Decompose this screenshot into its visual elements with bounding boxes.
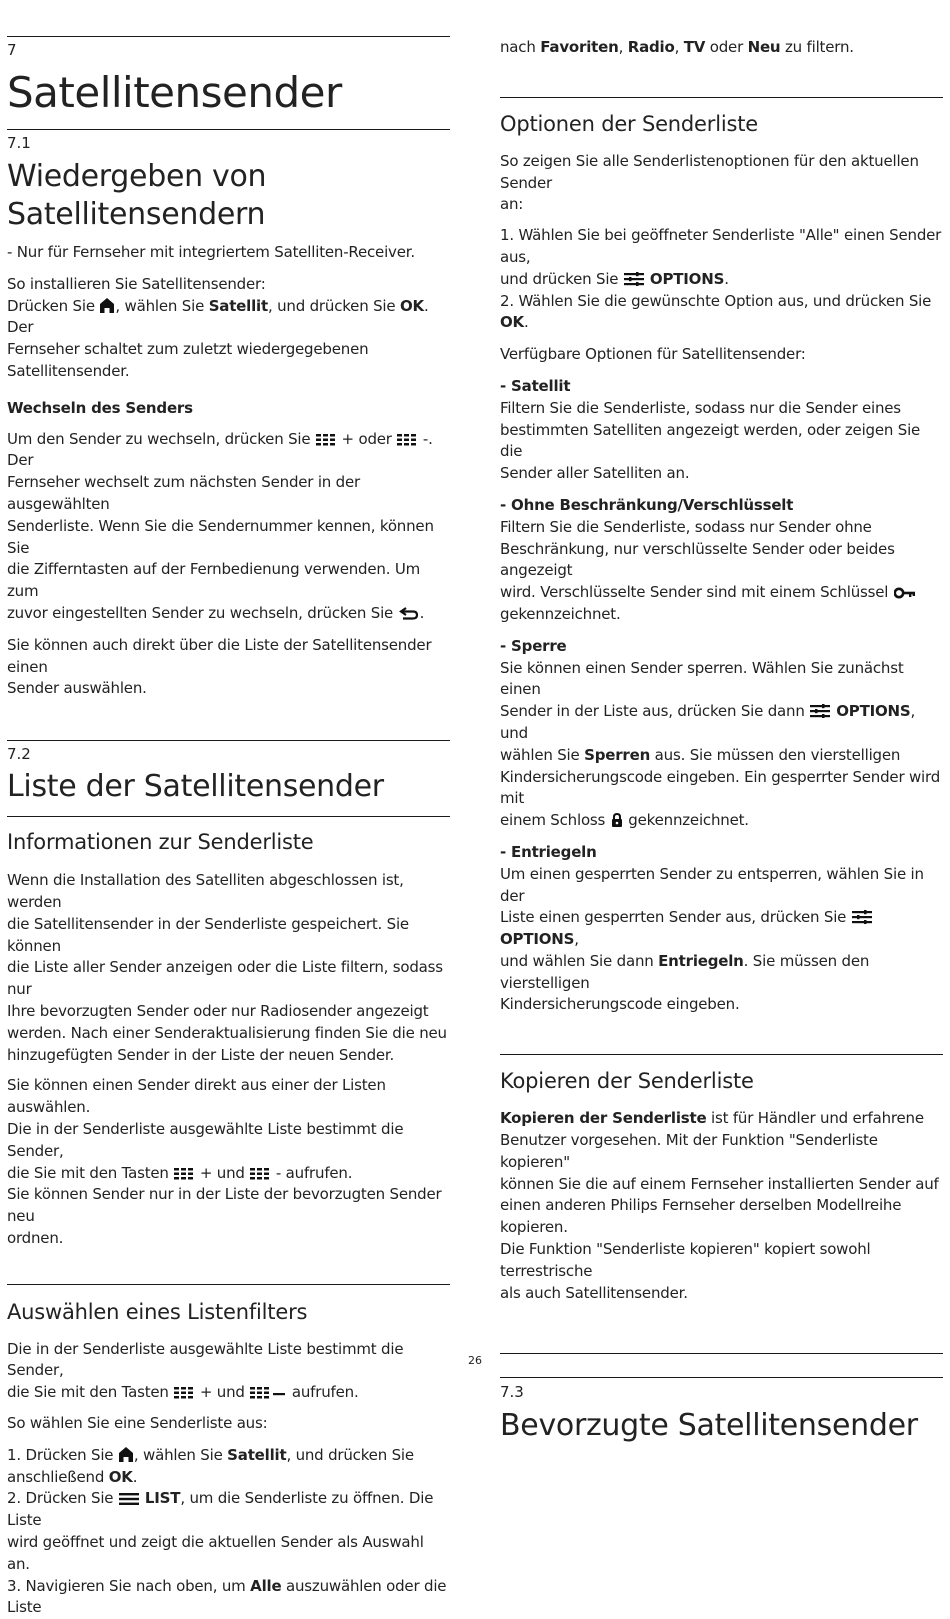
section-number: 7.1: [7, 134, 31, 152]
options-icon: [852, 910, 872, 924]
paragraph: Sie können einen Sender sperren. Wählen Sie zunächst einen Sender in der Liste aus, drücken Sie dann OPTIONS, und wählen Sie Sperren aus. Sie müssen den vierstelligen Kindersicherungscode eingeben. Ein gesperrter Sender wird mit einem Schloss gekennzeichnet.: [500, 658, 941, 830]
channel-icon: [174, 1168, 194, 1180]
channel-icon: [174, 1387, 194, 1399]
home-icon: [100, 298, 114, 313]
paragraph: Filtern Sie die Senderliste, sodass nur die Sender eines bestimmten Satelliten angezeigt werden, oder zeigen Sie die Sender aller Satelliten an.: [500, 398, 921, 483]
section-divider: [7, 36, 450, 37]
subsection-title: Informationen zur Senderliste: [7, 830, 314, 855]
option-heading: - Ohne Beschränkung/Verschlüsselt: [500, 495, 794, 514]
left-column: [7, 0, 450, 1619]
option-heading: - Satellit: [500, 376, 571, 395]
option-heading: - Entriegeln: [500, 842, 597, 861]
paragraph: Verfügbare Optionen für Satellitensender:: [500, 345, 806, 364]
paragraph: Sie können einen Sender direkt aus einer der Listen auswählen. Die in der Senderliste ausgewählte Liste bestimmt die Sender, die Sie mit den Tasten + und - aufrufen. Sie können Sender nur in der Liste der bevorzugten Sender neu ordnen.: [7, 1076, 442, 1247]
section-divider: [7, 129, 450, 130]
section-title: Liste der Satellitensender: [7, 769, 384, 805]
right-column: [500, 0, 943, 1445]
channel-icon: [316, 434, 336, 446]
section-divider: [7, 1284, 450, 1285]
paragraph: Wenn die Installation des Satelliten abgeschlossen ist, werden die Satellitensender in der Senderliste gespeichert. Sie können die Liste aller Sender anzeigen oder die Liste filtern, sodass nur Ihre bevorzugten Sender oder nur Radiosender angezeigt werden. Nach einer Senderaktualisierung finden Sie die neu hinzugefügten Sender in der Liste der neuen Sender.: [7, 871, 447, 1064]
subheading: Wechseln des Senders: [7, 398, 193, 417]
section-title-line: Satellitensendern: [7, 197, 266, 232]
section-number: 7.2: [7, 745, 31, 764]
paragraph: - Nur für Fernseher mit integriertem Satelliten-Receiver.: [7, 243, 415, 261]
paragraph: So zeigen Sie alle Senderlistenoptionen für den aktuellen Sender an:: [500, 151, 919, 214]
subsection-title: Auswählen eines Listenfilters: [7, 1299, 308, 1324]
section-divider: [500, 97, 943, 98]
section-number: 7.3: [500, 1383, 524, 1402]
channel-icon: [250, 1387, 270, 1399]
section-divider: [7, 816, 450, 817]
paragraph: 1. Wählen Sie bei geöffneter Senderliste "Alle" einen Sender aus, und drücken Sie OPTIONS. 2. Wählen Sie die gewünschte Option aus, und drücken Sie OK.: [500, 226, 942, 332]
paragraph: So installieren Sie Satellitensender: Drücken Sie , wählen Sie Satellit, und drücken Sie OK. Der Fernseher schaltet zum zuletzt wiedergegebenen Satellitensender.: [7, 274, 429, 380]
channel-icon: [250, 1168, 270, 1180]
section-divider: [7, 740, 450, 741]
paragraph: nach Favoriten, Radio, TV oder Neu zu filtern.: [500, 38, 854, 56]
home-icon: [119, 1447, 133, 1462]
paragraph: Filtern Sie die Senderliste, sodass nur Sender ohne Beschränkung, nur verschlüsselte Sender oder beides angezeigt wird. Verschlüsselte Sender sind mit einem Schlüssel gekennzeichnet.: [500, 517, 943, 626]
options-icon: [624, 272, 644, 286]
paragraph: Kopieren der Senderliste ist für Händler und erfahrene Benutzer vorgesehen. Mit der Funktion "Senderliste kopieren" können Sie die auf einem Fernseher installierten Sender auf einen anderen Philips Fernseher derselben Modellreihe kopieren. Die Funktion "Senderliste kopieren" kopiert sowohl terrestrische als auch Satellitensender.: [500, 1109, 939, 1302]
options-icon: [810, 704, 830, 718]
paragraph: So wählen Sie eine Senderliste aus:: [7, 1414, 268, 1433]
paragraph: Die in der Senderliste ausgewählte Liste bestimmt die Sender, die Sie mit den Tasten + und aufrufen.: [7, 1339, 404, 1402]
section-divider: [500, 1054, 943, 1055]
subsection-title: Kopieren der Senderliste: [500, 1069, 754, 1094]
subsection-title: Optionen der Senderliste: [500, 111, 758, 136]
key-icon: [894, 587, 916, 599]
paragraph: Sie können auch direkt über die Liste der Satellitensender einen Sender auswählen.: [7, 635, 432, 698]
back-icon: [399, 607, 419, 620]
minus-icon: [272, 1389, 286, 1399]
lock-icon: [611, 813, 623, 827]
paragraph: 1. Drücken Sie , wählen Sie Satellit, und drücken Sie anschließend OK. 2. Drücken Sie LIST, um die Senderliste zu öffnen. Die Liste wird geöffnet und zeigt die aktuellen Sender als Auswahl an. 3. Navigieren Sie nach oben, um Alle auszuwählen oder die Liste: [7, 1445, 447, 1617]
paragraph: Um den Sender zu wechseln, drücken Sie + oder -. Der Fernseher wechselt zum nächsten Sender in der ausgewählten Senderliste. Wenn Sie die Sendernummer kennen, können Sie die Zifferntasten auf der Fernbedienung verwenden. Um zum zuvor eingestellten Sender zu wechseln, drücken Sie .: [7, 429, 434, 622]
page-number: 26: [468, 1354, 482, 1367]
section-title-line: Wiedergeben von: [7, 159, 267, 194]
option-heading: - Sperre: [500, 636, 567, 655]
section-title: Bevorzugte Satellitensender: [500, 1408, 918, 1444]
chapter-number: 7: [7, 41, 17, 59]
paragraph: Um einen gesperrten Sender zu entsperren, wählen Sie in der Liste einen gesperrten Sender aus, drücken Sie OPTIONS, und wählen Sie dann Entriegeln. Sie müssen den vierstelligen Kindersicherungscode eingeben.: [500, 864, 924, 1014]
channel-icon: [397, 434, 417, 446]
chapter-title: Satellitensender: [7, 68, 342, 117]
list-icon: [119, 1493, 139, 1505]
